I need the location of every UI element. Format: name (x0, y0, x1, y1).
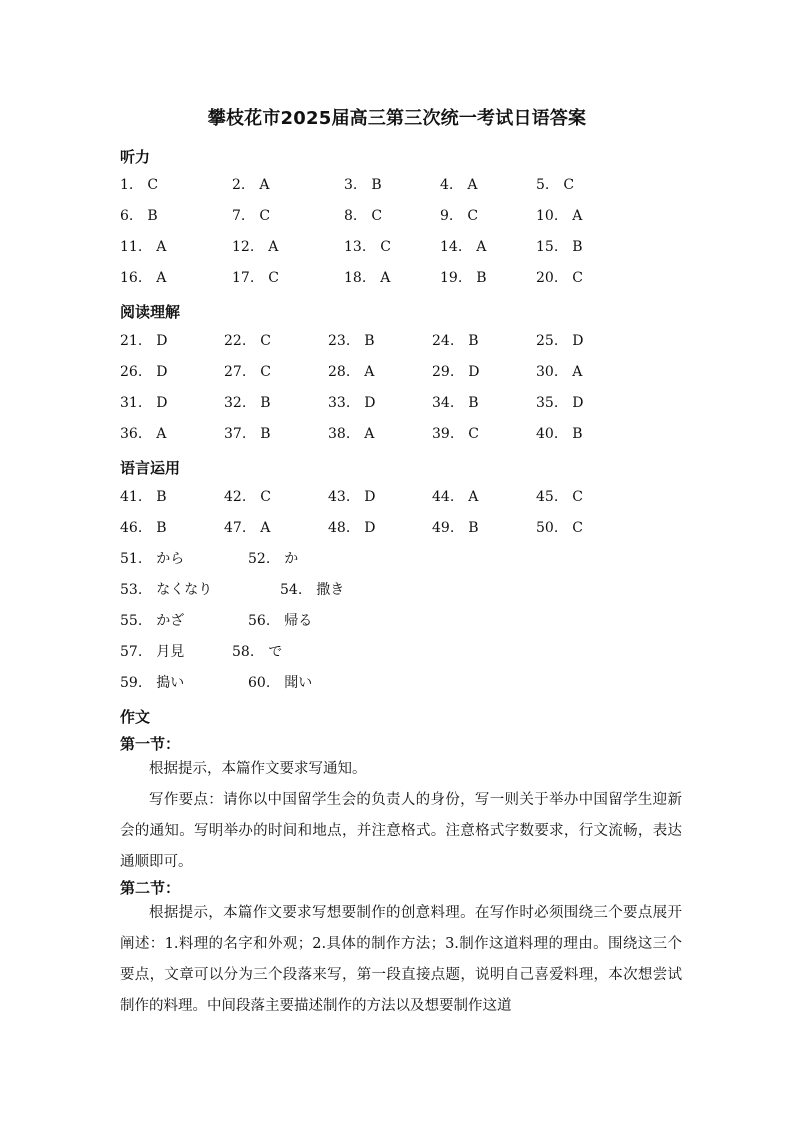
answer-value: C (260, 333, 271, 349)
answer-item (248, 548, 298, 570)
answer-item (440, 174, 477, 196)
answer-item (440, 267, 487, 289)
question-number: 24. (432, 333, 455, 349)
question-number: 5. (536, 177, 550, 193)
answer-value: 月見 (156, 644, 185, 660)
question-number: 58. (232, 644, 255, 660)
question-number: 59. (120, 675, 143, 691)
page-title: 攀枝花市2025届高三第三次统一考试日语答案 (207, 108, 587, 129)
answer-value: B (147, 208, 158, 224)
question-number: 31. (120, 395, 143, 411)
answer-item (344, 174, 382, 196)
question-number: 60. (248, 675, 271, 691)
answer-value: B (572, 239, 583, 255)
answer-value: B (476, 270, 487, 286)
answer-item (120, 236, 166, 258)
question-number: 3. (344, 177, 358, 193)
answer-value: かざ (156, 613, 185, 629)
question-number: 9. (440, 208, 454, 224)
question-number: 56. (248, 613, 271, 629)
question-number: 25. (536, 333, 559, 349)
question-number: 39. (432, 426, 455, 442)
answer-value: B (572, 426, 583, 442)
question-number: 40. (536, 426, 559, 442)
answer-value: A (467, 177, 478, 193)
question-number: 45. (536, 489, 559, 505)
answer-item (344, 236, 391, 258)
question-number: 11. (120, 239, 143, 255)
answer-value: C (380, 239, 391, 255)
answer-item (328, 423, 374, 445)
answer-value: から (156, 551, 185, 567)
answer-value: なくなり (156, 582, 213, 598)
answer-item (432, 423, 479, 445)
answer-item (232, 641, 282, 663)
answer-value: 聞い (284, 675, 313, 691)
question-number: 28. (328, 364, 351, 380)
answer-value: B (468, 395, 479, 411)
question-number: 37. (224, 426, 247, 442)
answer-item (328, 392, 376, 414)
question-number: 44. (432, 489, 455, 505)
answer-item (328, 486, 376, 508)
answer-item (344, 205, 382, 227)
question-number: 42. (224, 489, 247, 505)
answer-value: C (259, 208, 271, 224)
writing-part1-paragraph1: 根据提示，本篇作文要求写通知。 (149, 761, 367, 777)
answer-item (120, 361, 168, 383)
answer-item (536, 517, 583, 539)
answer-value: B (364, 333, 375, 349)
question-number: 19. (440, 270, 463, 286)
writing-part2-heading: 第二节： (120, 879, 181, 897)
answer-value: D (364, 520, 376, 536)
answer-value: A (468, 489, 479, 505)
answer-item (224, 423, 271, 445)
question-number: 26. (120, 364, 143, 380)
answer-value: B (260, 426, 271, 442)
answer-item (120, 330, 168, 352)
section-heading-language-use: 语言运用 (120, 459, 181, 477)
answer-value: D (364, 489, 376, 505)
question-number: 2. (232, 177, 246, 193)
section-heading-listening: 听力 (120, 148, 151, 166)
question-number: 55. (120, 613, 143, 629)
question-number: 57. (120, 644, 143, 660)
answer-item (120, 548, 184, 570)
answer-item (232, 236, 278, 258)
question-number: 47. (224, 520, 247, 536)
answer-value: C (572, 270, 583, 286)
question-number: 16. (120, 270, 143, 286)
answer-value: B (260, 395, 271, 411)
question-number: 17. (232, 270, 255, 286)
answer-value: A (364, 364, 375, 380)
answer-item (432, 486, 478, 508)
writing-part1-heading: 第一节： (120, 735, 181, 753)
answer-item (536, 392, 584, 414)
question-number: 23. (328, 333, 351, 349)
answer-item (120, 423, 166, 445)
answer-item (120, 672, 184, 694)
question-number: 43. (328, 489, 351, 505)
answer-item (536, 267, 583, 289)
question-number: 53. (120, 582, 143, 598)
answer-value: D (156, 364, 168, 380)
answer-value: A (380, 270, 391, 286)
question-number: 15. (536, 239, 559, 255)
answer-value: C (147, 177, 159, 193)
answer-value: B (156, 520, 167, 536)
answer-item (232, 267, 279, 289)
answer-value: で (268, 644, 283, 660)
writing-part1-paragraph2: 写作要点：请你以中国留学生会的负责人的身份，写一则关于举办中国留学生迎新会的通知。写明举办的时间和地点，并注意格式。注意格式字数要求，行文流畅，表达通顺即可。 (120, 792, 682, 870)
answer-value: A (572, 364, 583, 380)
question-number: 14. (440, 239, 463, 255)
question-number: 46. (120, 520, 143, 536)
answer-value: D (468, 364, 480, 380)
answer-item (120, 610, 184, 632)
answer-item (224, 361, 271, 383)
question-number: 18. (344, 270, 367, 286)
question-number: 41. (120, 489, 143, 505)
question-number: 22. (224, 333, 247, 349)
question-number: 54. (280, 582, 303, 598)
question-number: 29. (432, 364, 455, 380)
answer-item (120, 579, 212, 601)
question-number: 34. (432, 395, 455, 411)
answer-item (120, 174, 158, 196)
question-number: 8. (344, 208, 358, 224)
answer-item (432, 330, 479, 352)
answer-value: A (259, 177, 270, 193)
answer-item (536, 236, 583, 258)
answer-item (328, 361, 374, 383)
answer-value: A (268, 239, 279, 255)
question-number: 10. (536, 208, 559, 224)
answer-value: A (260, 520, 271, 536)
answer-item (432, 517, 479, 539)
answer-value: B (156, 489, 167, 505)
answer-value: A (572, 208, 583, 224)
answer-value: C (468, 426, 479, 442)
answer-value: 撒き (316, 582, 345, 598)
answer-item (344, 267, 390, 289)
answer-value: D (156, 395, 168, 411)
answer-value: A (476, 239, 487, 255)
answer-item (224, 330, 271, 352)
question-number: 20. (536, 270, 559, 286)
question-number: 7. (232, 208, 246, 224)
answer-item (536, 174, 574, 196)
answer-value: C (467, 208, 479, 224)
question-number: 32. (224, 395, 247, 411)
answer-value: C (572, 520, 583, 536)
question-number: 38. (328, 426, 351, 442)
question-number: 49. (432, 520, 455, 536)
question-number: 27. (224, 364, 247, 380)
answer-item (232, 205, 270, 227)
answer-item (440, 236, 486, 258)
answer-item (120, 641, 184, 663)
answer-value: A (156, 239, 167, 255)
question-number: 12. (232, 239, 255, 255)
question-number: 50. (536, 520, 559, 536)
answer-value: D (572, 333, 584, 349)
answer-item (440, 205, 478, 227)
question-number: 33. (328, 395, 351, 411)
question-number: 1. (120, 177, 134, 193)
answer-item (248, 672, 312, 694)
question-number: 48. (328, 520, 351, 536)
question-number: 21. (120, 333, 143, 349)
answer-value: C (563, 177, 575, 193)
answer-item (120, 205, 158, 227)
answer-value: 搗い (156, 675, 185, 691)
answer-value: 帰る (284, 613, 313, 629)
section-heading-reading: 阅读理解 (120, 303, 181, 321)
answer-item (536, 486, 583, 508)
answer-value: A (156, 426, 167, 442)
answer-value: D (364, 395, 376, 411)
answer-value: D (156, 333, 168, 349)
answer-item (224, 517, 270, 539)
answer-value: C (260, 489, 271, 505)
answer-item (248, 610, 312, 632)
question-number: 36. (120, 426, 143, 442)
answer-item (328, 330, 375, 352)
question-number: 6. (120, 208, 134, 224)
question-number: 13. (344, 239, 367, 255)
question-number: 30. (536, 364, 559, 380)
answer-value: C (371, 208, 383, 224)
answer-item (224, 486, 271, 508)
answer-item (232, 174, 269, 196)
answer-item (120, 517, 167, 539)
answer-value: か (284, 551, 299, 567)
answer-value: A (156, 270, 167, 286)
writing-part2-paragraph1: 根据提示，本篇作文要求写想要制作的创意料理。在写作时必须围绕三个要点展开阐述：1.料理的名字和外观；2.具体的制作方法；3.制作这道料理的理由。围绕这三个要点，文章可以分为三个段落来写，第一段直接点题，说明自己喜爱料理，本次想尝试制作的料理。中间段落主要描述制作的方法以及想要制作这道 (120, 905, 682, 1014)
answer-value: C (572, 489, 583, 505)
answer-item (536, 205, 582, 227)
answer-item (120, 392, 168, 414)
answer-item (536, 330, 584, 352)
answer-item (224, 392, 271, 414)
section-heading-writing: 作文 (120, 708, 151, 726)
answer-item (120, 486, 167, 508)
answer-item (432, 361, 480, 383)
question-number: 51. (120, 551, 143, 567)
answer-value: D (572, 395, 584, 411)
answer-item (120, 267, 166, 289)
answer-value: A (364, 426, 375, 442)
answer-value: B (468, 333, 479, 349)
answer-value: C (260, 364, 271, 380)
question-number: 35. (536, 395, 559, 411)
answer-value: C (268, 270, 279, 286)
answer-value: B (371, 177, 382, 193)
answer-value: B (468, 520, 479, 536)
question-number: 52. (248, 551, 271, 567)
answer-item (280, 579, 344, 601)
answer-item (432, 392, 479, 414)
answer-item (536, 361, 582, 383)
question-number: 4. (440, 177, 454, 193)
answer-item (328, 517, 376, 539)
answer-item (536, 423, 583, 445)
